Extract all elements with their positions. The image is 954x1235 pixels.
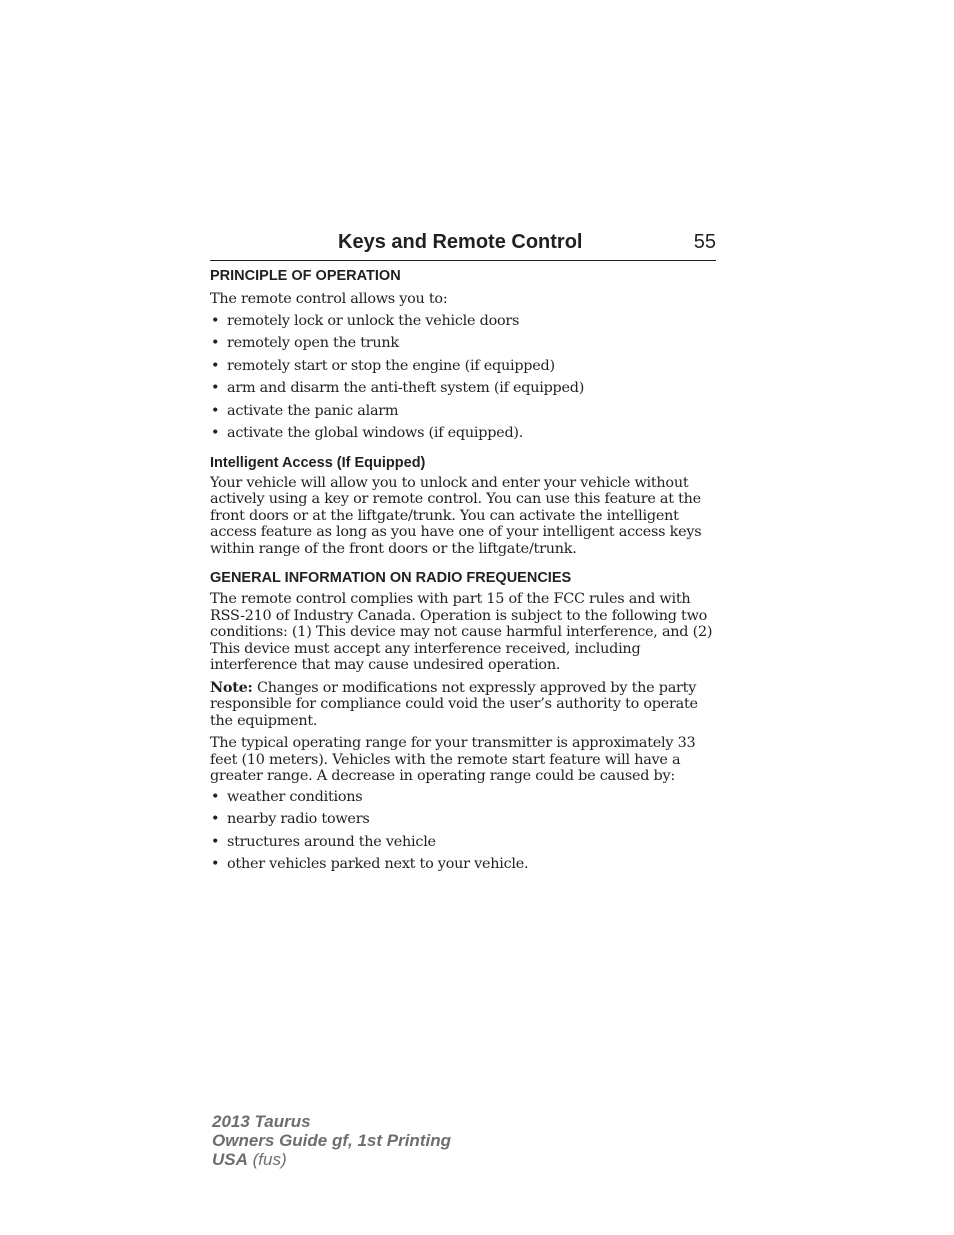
list-item: • remotely open the trunk: [211, 335, 399, 351]
list-item: • structures around the vehicle: [211, 833, 436, 850]
note-paragraph: [210, 680, 720, 730]
list-item: • nearby radio towers: [211, 811, 370, 827]
list-item: • weather conditions: [211, 788, 363, 805]
page-footer: [212, 1112, 451, 1169]
chapter-title: Keys and Remote Control: [338, 231, 583, 253]
page-content: [210, 266, 720, 876]
note-text: Changes or modifications not expressly approved by the party responsible for compliance could void the user’s authority to operate the equipment.: [210, 679, 698, 729]
radio-frequencies-heading: GENERAL INFORMATION ON RADIO FREQUENCIES: [210, 570, 572, 586]
operating-range-paragraph: The typical operating range for your transmitter is approximately 33 feet (10 meters). Vehicles with the remote start feature will have a greater range. A decrease in operating range could be caused by:: [210, 735, 696, 784]
list-item: • activate the global windows (if equipped).: [211, 425, 524, 441]
footer-guide: Owners Guide gf, 1st Printing: [212, 1131, 451, 1150]
list-item: • other vehicles parked next to your vehicle.: [211, 856, 529, 872]
list-item: • arm and disarm the anti-theft system (if equipped): [211, 380, 585, 396]
fcc-paragraph: The remote control complies with part 15 of the FCC rules and with RSS-210 of Industry Canada. Operation is subject to the following two conditions: (1) This device may not cause harmful interference, and (2) This device must accept any interference received, including interference that may cause undesired operation.: [210, 591, 713, 673]
list-item: • remotely lock or unlock the vehicle doors: [211, 312, 520, 329]
list-item: • activate the panic alarm: [211, 402, 399, 419]
range-factors-list: [210, 786, 720, 876]
footer-region: USA (fus): [212, 1150, 287, 1169]
page-number: 55: [693, 231, 716, 253]
list-item: • remotely start or stop the engine (if equipped): [211, 357, 555, 374]
intelligent-access-paragraph: Your vehicle will allow you to unlock and enter your vehicle without actively using a key or remote control. You can use this feature at the front doors or at the liftgate/trunk. You can activate the intelligent access feature as long as you have one of your intelligent access keys within range of the front doors or the liftgate/trunk.: [210, 474, 702, 557]
page-header: [210, 229, 716, 261]
principle-bullet-list: [210, 310, 720, 445]
principle-intro: The remote control allows you to:: [210, 291, 448, 307]
principle-heading: PRINCIPLE OF OPERATION: [210, 268, 401, 284]
note-label: Note:: [210, 678, 253, 696]
footer-model: 2013 Taurus: [212, 1112, 311, 1131]
intelligent-access-heading: Intelligent Access (If Equipped): [210, 454, 426, 471]
